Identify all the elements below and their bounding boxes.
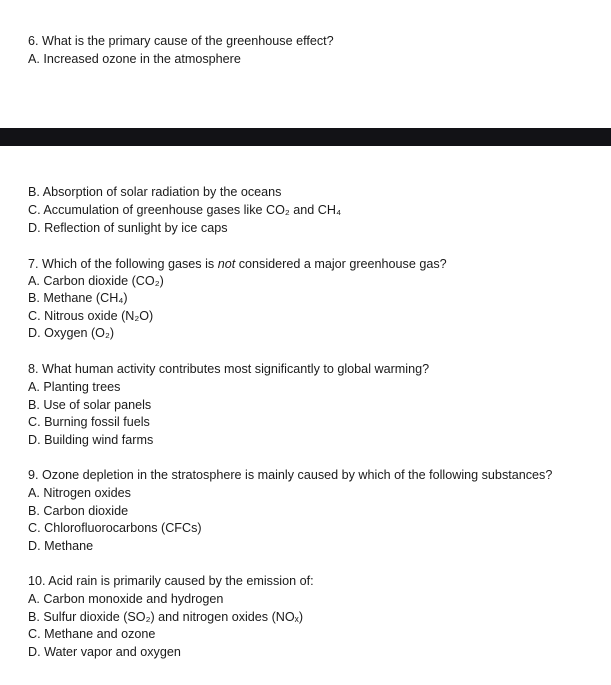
q7-option-b: B. Methane (CH₄) — [28, 291, 128, 305]
q6-option-d: D. Reflection of sunlight by ice caps — [28, 221, 228, 235]
q6-option-a: A. Increased ozone in the atmosphere — [28, 52, 241, 66]
q7-option-c: C. Nitrous oxide (N₂O) — [28, 309, 154, 323]
q8-option-d: D. Building wind farms — [28, 433, 154, 447]
q6-option-c: C. Accumulation of greenhouse gases like CO₂ and CH₄ — [28, 203, 342, 217]
q8-option-a: A. Planting trees — [28, 380, 121, 394]
q9-option-d: D. Methane — [28, 539, 94, 553]
q7-option-d: D. Oxygen (O₂) — [28, 326, 115, 340]
q10-option-c: C. Methane and ozone — [28, 627, 156, 641]
q10-option-d: D. Water vapor and oxygen — [28, 645, 181, 659]
q8-option-c: C. Burning fossil fuels — [28, 415, 150, 429]
q8-option-b: B. Use of solar panels — [28, 398, 152, 412]
q9-option-c: C. Chlorofluorocarbons (CFCs) — [28, 521, 202, 535]
q9-option-b: B. Carbon dioxide — [28, 504, 129, 518]
q10-option-a: A. Carbon monoxide and hydrogen — [28, 592, 224, 606]
q8-question: 8. What human activity contributes most significantly to global warming? — [28, 362, 430, 376]
q6-question: 6. What is the primary cause of the greenhouse effect? — [28, 34, 334, 48]
q10-option-b: B. Sulfur dioxide (SO₂) and nitrogen oxides (NOₓ) — [28, 610, 304, 624]
q9-question: 9. Ozone depletion in the stratosphere is mainly caused by which of the following substances? — [28, 468, 553, 482]
q7-question-pre: 7. Which of the following gases is — [28, 257, 218, 271]
q7-option-a: A. Carbon dioxide (CO₂) — [28, 274, 164, 288]
q7-question-post: considered a major greenhouse gas? — [235, 257, 447, 271]
q9-option-a: A. Nitrogen oxides — [28, 486, 131, 500]
q10-question: 10. Acid rain is primarily caused by the emission of: — [28, 574, 314, 588]
q7-question — [28, 256, 447, 272]
q7-question-emphasis: not — [217, 257, 236, 271]
q6-option-b: B. Absorption of solar radiation by the oceans — [28, 185, 282, 199]
page-divider — [0, 128, 611, 146]
